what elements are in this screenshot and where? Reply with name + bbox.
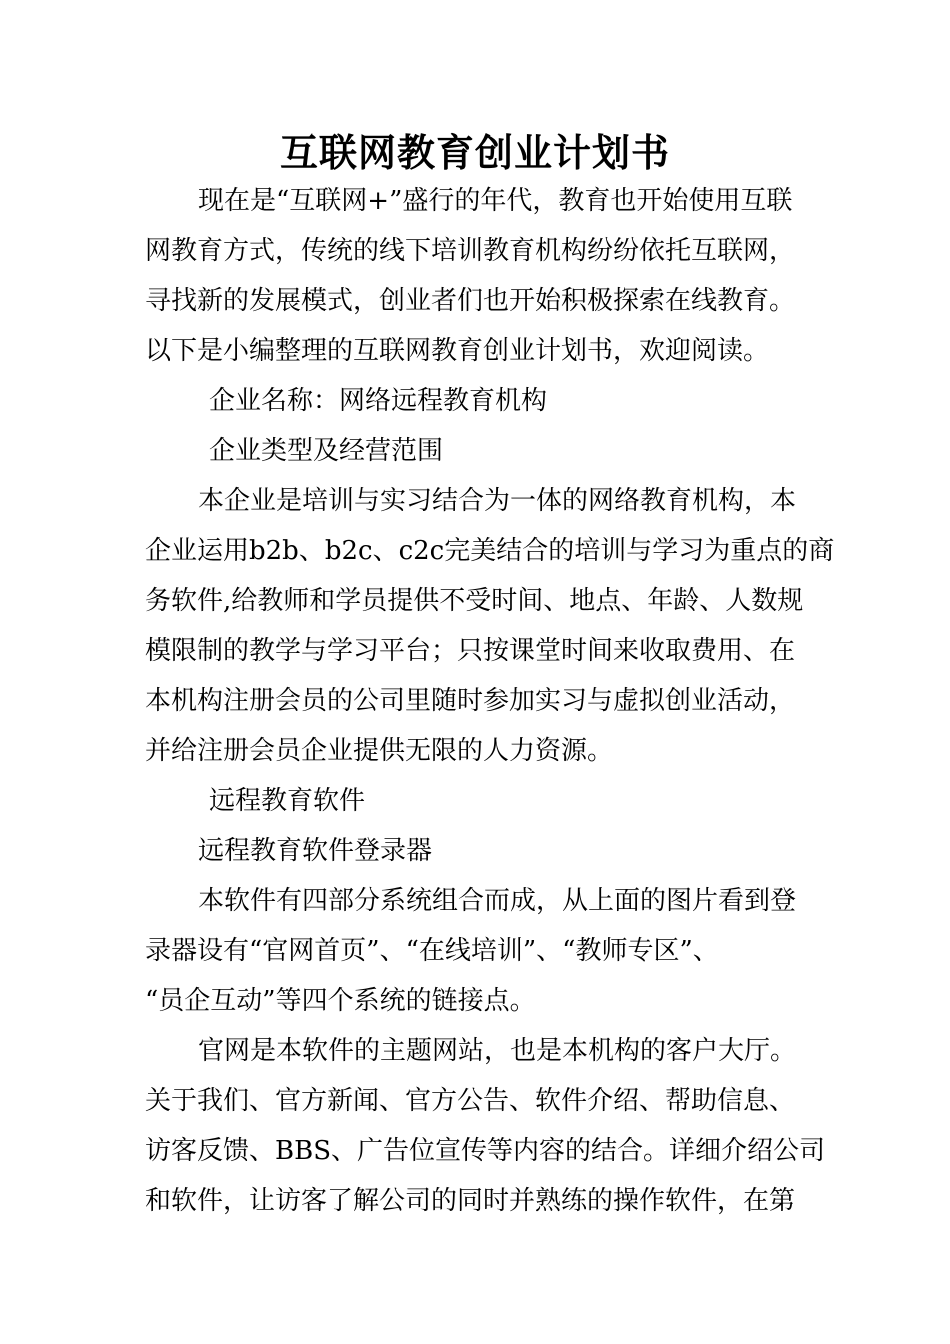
- paragraph-line: 并给注册会员企业提供无限的人力资源。: [145, 736, 614, 766]
- paragraph-line: 关于我们、官方新闻、官方公告、软件介绍、帮助信息、: [145, 1086, 796, 1116]
- paragraph-line: 和软件，让访客了解公司的同时并熟练的操作软件，在第: [145, 1186, 796, 1216]
- paragraph-line: 现在是“互联网+”盛行的年代，教育也开始使用互联: [198, 186, 793, 216]
- paragraph-line: “员企互动”等四个系统的链接点。: [145, 986, 536, 1016]
- paragraph-line: 网教育方式，传统的线下培训教育机构纷纷依托互联网，: [145, 236, 796, 266]
- document-title: 互联网教育创业计划书: [279, 130, 670, 175]
- paragraph-line: 录器设有“官网首页”、“在线培训”、“教师专区”、: [145, 936, 719, 966]
- paragraph-line: 寻找新的发展模式，创业者们也开始积极探索在线教育。: [145, 286, 796, 316]
- paragraph-line: 模限制的教学与学习平台；只按课堂时间来收取费用、在: [145, 636, 796, 666]
- section-heading: 远程教育软件: [209, 786, 366, 816]
- section-heading: 远程教育软件登录器: [198, 836, 433, 866]
- paragraph-line: 访客反馈、BBS、广告位宣传等内容的结合。详细介绍公司: [145, 1136, 826, 1166]
- section-heading: 企业类型及经营范围: [209, 436, 444, 466]
- paragraph-line: 企业运用b2b、b2c、c2c完美结合的培训与学习为重点的商: [145, 536, 835, 566]
- section-heading: 企业名称：网络远程教育机构: [209, 386, 548, 416]
- paragraph-line: 以下是小编整理的互联网教育创业计划书，欢迎阅读。: [145, 336, 770, 366]
- paragraph-line: 本机构注册会员的公司里随时参加实习与虚拟创业活动，: [145, 686, 796, 716]
- paragraph-line: 务软件,给教师和学员提供不受时间、地点、年龄、人数规: [145, 586, 804, 616]
- paragraph-line: 本企业是培训与实习结合为一体的网络教育机构，本: [198, 486, 797, 516]
- paragraph-line: 本软件有四部分系统组合而成，从上面的图片看到登: [198, 886, 797, 916]
- paragraph-line: 官网是本软件的主题网站，也是本机构的客户大厅。: [198, 1036, 797, 1066]
